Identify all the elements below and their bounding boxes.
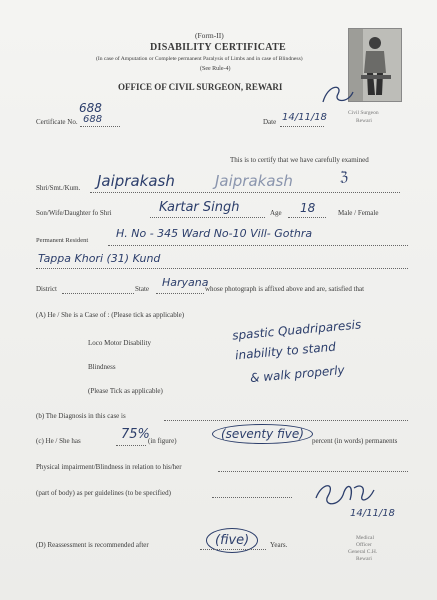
office-heading: OFFICE OF CIVIL SURGEON, REWARI bbox=[118, 82, 283, 92]
parent-value: Kartar Singh bbox=[159, 200, 240, 215]
photo-affixed-text: whose photograph is affixed above and are, satisfied that bbox=[205, 285, 365, 293]
signature-date: 14/11/18 bbox=[350, 508, 395, 519]
percent-value: 75% bbox=[121, 427, 150, 442]
parent-label: Son/Wife/Daughter fo Shri bbox=[36, 209, 112, 217]
rule-reference: (See Rule-4) bbox=[200, 66, 231, 72]
part-of-body-label: (part of body) as per guidelines (to be specified) bbox=[36, 489, 171, 497]
case-label: (A) He / She is a Case of : (Please tick as applicable) bbox=[36, 311, 185, 319]
diagnosis-line bbox=[164, 420, 408, 421]
state-line bbox=[156, 293, 204, 294]
bottom-stamp-line4: Rewari bbox=[356, 556, 372, 562]
resident-underline-1 bbox=[108, 245, 408, 246]
resident-line-1: H. No - 345 Ward No-10 Vill- Gothra bbox=[116, 227, 313, 240]
handwritten-diagnosis-3: & walk properly bbox=[249, 362, 346, 386]
resident-label: Permanent Resident bbox=[36, 237, 89, 244]
name-flourish: ℨ bbox=[340, 170, 349, 185]
date-label: Date bbox=[263, 118, 277, 126]
percent-words-value: (seventy five) bbox=[212, 424, 313, 444]
handwritten-diagnosis-1: spastic Quadriparesis bbox=[231, 317, 362, 343]
district-label: District bbox=[36, 285, 57, 293]
certificate-number-label: Certificate No. bbox=[36, 118, 78, 126]
state-label: State bbox=[135, 285, 149, 293]
date-value: 14/11/18 bbox=[282, 112, 327, 123]
bottom-stamp-line1: Medical bbox=[356, 535, 375, 541]
impairment-line bbox=[218, 471, 408, 472]
years-label: Years. bbox=[270, 541, 288, 549]
top-stamp-line2: Rewari bbox=[356, 118, 372, 124]
resident-line-2: Tappa Khori (31) Kund bbox=[38, 252, 161, 265]
name-value: Jaiprakash bbox=[97, 172, 175, 190]
tick-applicable-label: (Please Tick as applicable) bbox=[88, 387, 163, 395]
district-line bbox=[62, 293, 134, 294]
bottom-stamp-line2: Officer bbox=[356, 542, 372, 548]
age-value: 18 bbox=[300, 201, 316, 215]
percent-figure-label: (in figure) bbox=[148, 437, 177, 445]
handwritten-diagnosis-2: inability to stand bbox=[234, 339, 337, 363]
locomotor-label: Loco Motor Disability bbox=[88, 339, 151, 347]
state-value: Haryana bbox=[162, 276, 209, 289]
top-stamp-line1: Civil Surgeon bbox=[348, 110, 379, 116]
diagnosis-label: (b) The Diagnosis in this case is bbox=[36, 412, 126, 420]
age-label: Age bbox=[270, 209, 282, 217]
part-of-body-line bbox=[212, 497, 292, 498]
certificate-number-line bbox=[80, 126, 120, 127]
certificate-number-value: 688 bbox=[83, 114, 103, 125]
certificate-number-above: 688 bbox=[79, 101, 102, 115]
name-value-alt: Jaiprakash bbox=[215, 172, 293, 190]
percent-words-label: percent (in words) permanents bbox=[312, 437, 398, 445]
bottom-stamp-line3: General C.H. bbox=[348, 549, 378, 555]
date-line bbox=[280, 126, 324, 127]
intro-text: This is to certify that we have carefully examined bbox=[230, 156, 369, 164]
form-number: (Form-II) bbox=[195, 31, 224, 40]
percent-line bbox=[116, 445, 146, 446]
reassessment-line bbox=[200, 549, 266, 550]
gender-label: Male / Female bbox=[338, 209, 379, 217]
percent-prefix: (c) He / She has bbox=[36, 437, 81, 445]
certificate-title: DISABILITY CERTIFICATE bbox=[150, 42, 287, 53]
reassessment-value: (five) bbox=[206, 528, 258, 553]
photo-signature bbox=[318, 82, 358, 112]
blindness-label: Blindness bbox=[88, 363, 116, 371]
certificate-subtitle: (In case of Amputation or Complete permanent Paralysis of Limbs and in case of Blindness) bbox=[96, 56, 303, 62]
impairment-label: Physical impairment/Blindness in relation to his/her bbox=[36, 463, 182, 471]
parent-line bbox=[150, 217, 265, 218]
name-label: Shri/Smt./Kum. bbox=[36, 184, 81, 192]
age-line bbox=[288, 217, 326, 218]
resident-underline-2 bbox=[36, 268, 408, 269]
reassessment-label: (D) Reassessment is recommended after bbox=[36, 541, 149, 549]
name-line bbox=[90, 192, 400, 193]
